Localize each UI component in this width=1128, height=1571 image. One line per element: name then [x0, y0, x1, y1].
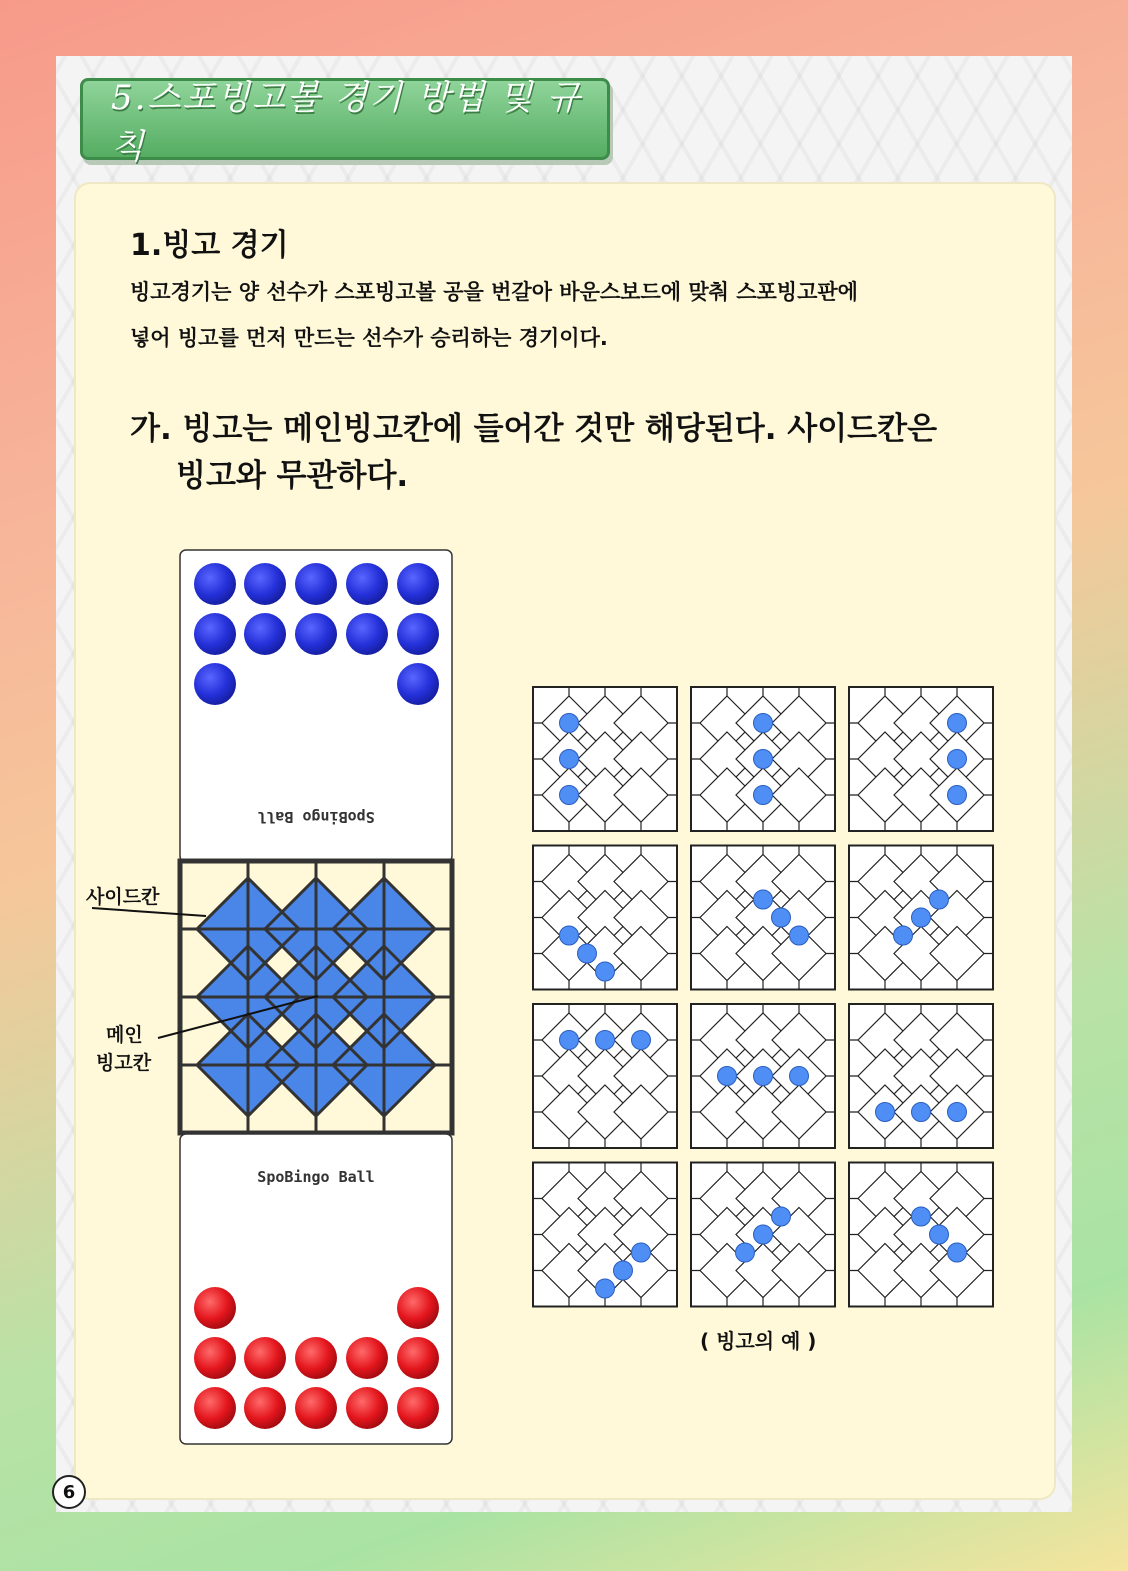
bingo-dot — [948, 750, 967, 769]
brand-label-top: SpoBingo Ball — [257, 808, 375, 826]
bingo-dot — [736, 1243, 755, 1262]
bingo-dot — [578, 944, 597, 963]
bingo-example-panel — [691, 1004, 835, 1148]
red-ball — [295, 1337, 337, 1379]
bingo-dot — [560, 926, 579, 945]
bingo-dot — [560, 750, 579, 769]
bingo-dot — [754, 750, 773, 769]
bingo-dot — [754, 786, 773, 805]
title-banner — [80, 78, 610, 167]
bingo-dot — [948, 1103, 967, 1122]
bingo-example-panel — [691, 687, 835, 831]
bingo-dot — [948, 786, 967, 805]
page-number: 6 — [52, 1475, 86, 1509]
bingo-example-panel — [533, 1004, 677, 1148]
bingo-dot — [948, 1243, 967, 1262]
blue-ball — [194, 613, 236, 655]
examples-caption: ( 빙고의 예 ) — [700, 1329, 817, 1353]
bingo-examples-grid — [532, 686, 998, 1310]
bingo-dot — [560, 1031, 579, 1050]
bingo-dot — [876, 1103, 895, 1122]
bingo-dot — [912, 908, 931, 927]
blue-ball — [194, 663, 236, 705]
bingo-dot — [790, 1067, 809, 1086]
red-ball — [194, 1387, 236, 1429]
red-ball — [244, 1337, 286, 1379]
bingo-example-panel — [849, 1004, 993, 1148]
rule-line-1: 가. 빙고는 메인빙고칸에 들어간 것만 해당된다. 사이드칸은 — [130, 411, 938, 447]
red-ball — [346, 1387, 388, 1429]
blue-ball — [397, 663, 439, 705]
bingo-dot — [912, 1103, 931, 1122]
red-ball — [397, 1287, 439, 1329]
blue-ball — [244, 613, 286, 655]
bingo-example-panel — [849, 846, 993, 990]
blue-ball — [295, 613, 337, 655]
bingo-example-panel — [533, 687, 677, 831]
red-ball — [346, 1337, 388, 1379]
bingo-example-panel — [691, 846, 835, 990]
bingo-dot — [930, 890, 949, 909]
red-ball — [194, 1287, 236, 1329]
bingo-example-panel — [533, 846, 677, 990]
bingo-dot — [596, 962, 615, 981]
paragraph-line-2: 넣어 빙고를 먼저 만드는 선수가 승리하는 경기이다. — [130, 326, 608, 350]
bingo-dot — [596, 1279, 615, 1298]
blue-ball — [397, 613, 439, 655]
bingo-dot — [596, 1031, 615, 1050]
bingo-dot — [930, 1225, 949, 1244]
bingo-dot — [772, 908, 791, 927]
paragraph-line-1: 빙고경기는 양 선수가 스포빙고볼 공을 번갈아 바운스보드에 맞춰 스포빙고판에 — [130, 280, 858, 304]
page-title: 5.스포빙고볼 경기 방법 및 규칙 — [111, 78, 582, 167]
bingo-dot — [790, 926, 809, 945]
blue-ball — [397, 563, 439, 605]
bingo-dot — [754, 1225, 773, 1244]
section-heading: 1.빙고 경기 — [130, 228, 289, 263]
bingo-dot — [632, 1031, 651, 1050]
main-cell-label-line-2: 빙고칸 — [96, 1052, 152, 1074]
bingo-dot — [632, 1243, 651, 1262]
bingo-dot — [718, 1067, 737, 1086]
red-ball — [397, 1337, 439, 1379]
bingo-dot — [912, 1207, 931, 1226]
bingo-example-panel — [533, 1163, 677, 1307]
bingo-dot — [754, 890, 773, 909]
bingo-example-panel — [849, 687, 993, 831]
bingo-dot — [754, 1067, 773, 1086]
side-cell-label: 사이드칸 — [86, 886, 160, 908]
blue-ball — [346, 563, 388, 605]
spobingo-board-diagram — [80, 546, 460, 1450]
bingo-example-panel — [849, 1163, 993, 1307]
bingo-example-panel — [691, 1163, 835, 1307]
rule-line-2: 빙고와 무관하다. — [176, 458, 409, 494]
bingo-dot — [894, 926, 913, 945]
bingo-dot — [614, 1261, 633, 1280]
bingo-dot — [560, 714, 579, 733]
red-ball — [397, 1387, 439, 1429]
red-ball — [194, 1337, 236, 1379]
bingo-dot — [754, 714, 773, 733]
blue-ball — [295, 563, 337, 605]
red-ball — [295, 1387, 337, 1429]
main-cell-label-line-1: 메인 — [106, 1024, 143, 1046]
bingo-dot — [772, 1207, 791, 1226]
brand-label-bottom: SpoBingo Ball — [257, 1168, 375, 1186]
bingo-dot — [948, 714, 967, 733]
red-ball — [244, 1387, 286, 1429]
bingo-dot — [560, 786, 579, 805]
blue-ball — [244, 563, 286, 605]
blue-ball — [346, 613, 388, 655]
blue-ball — [194, 563, 236, 605]
